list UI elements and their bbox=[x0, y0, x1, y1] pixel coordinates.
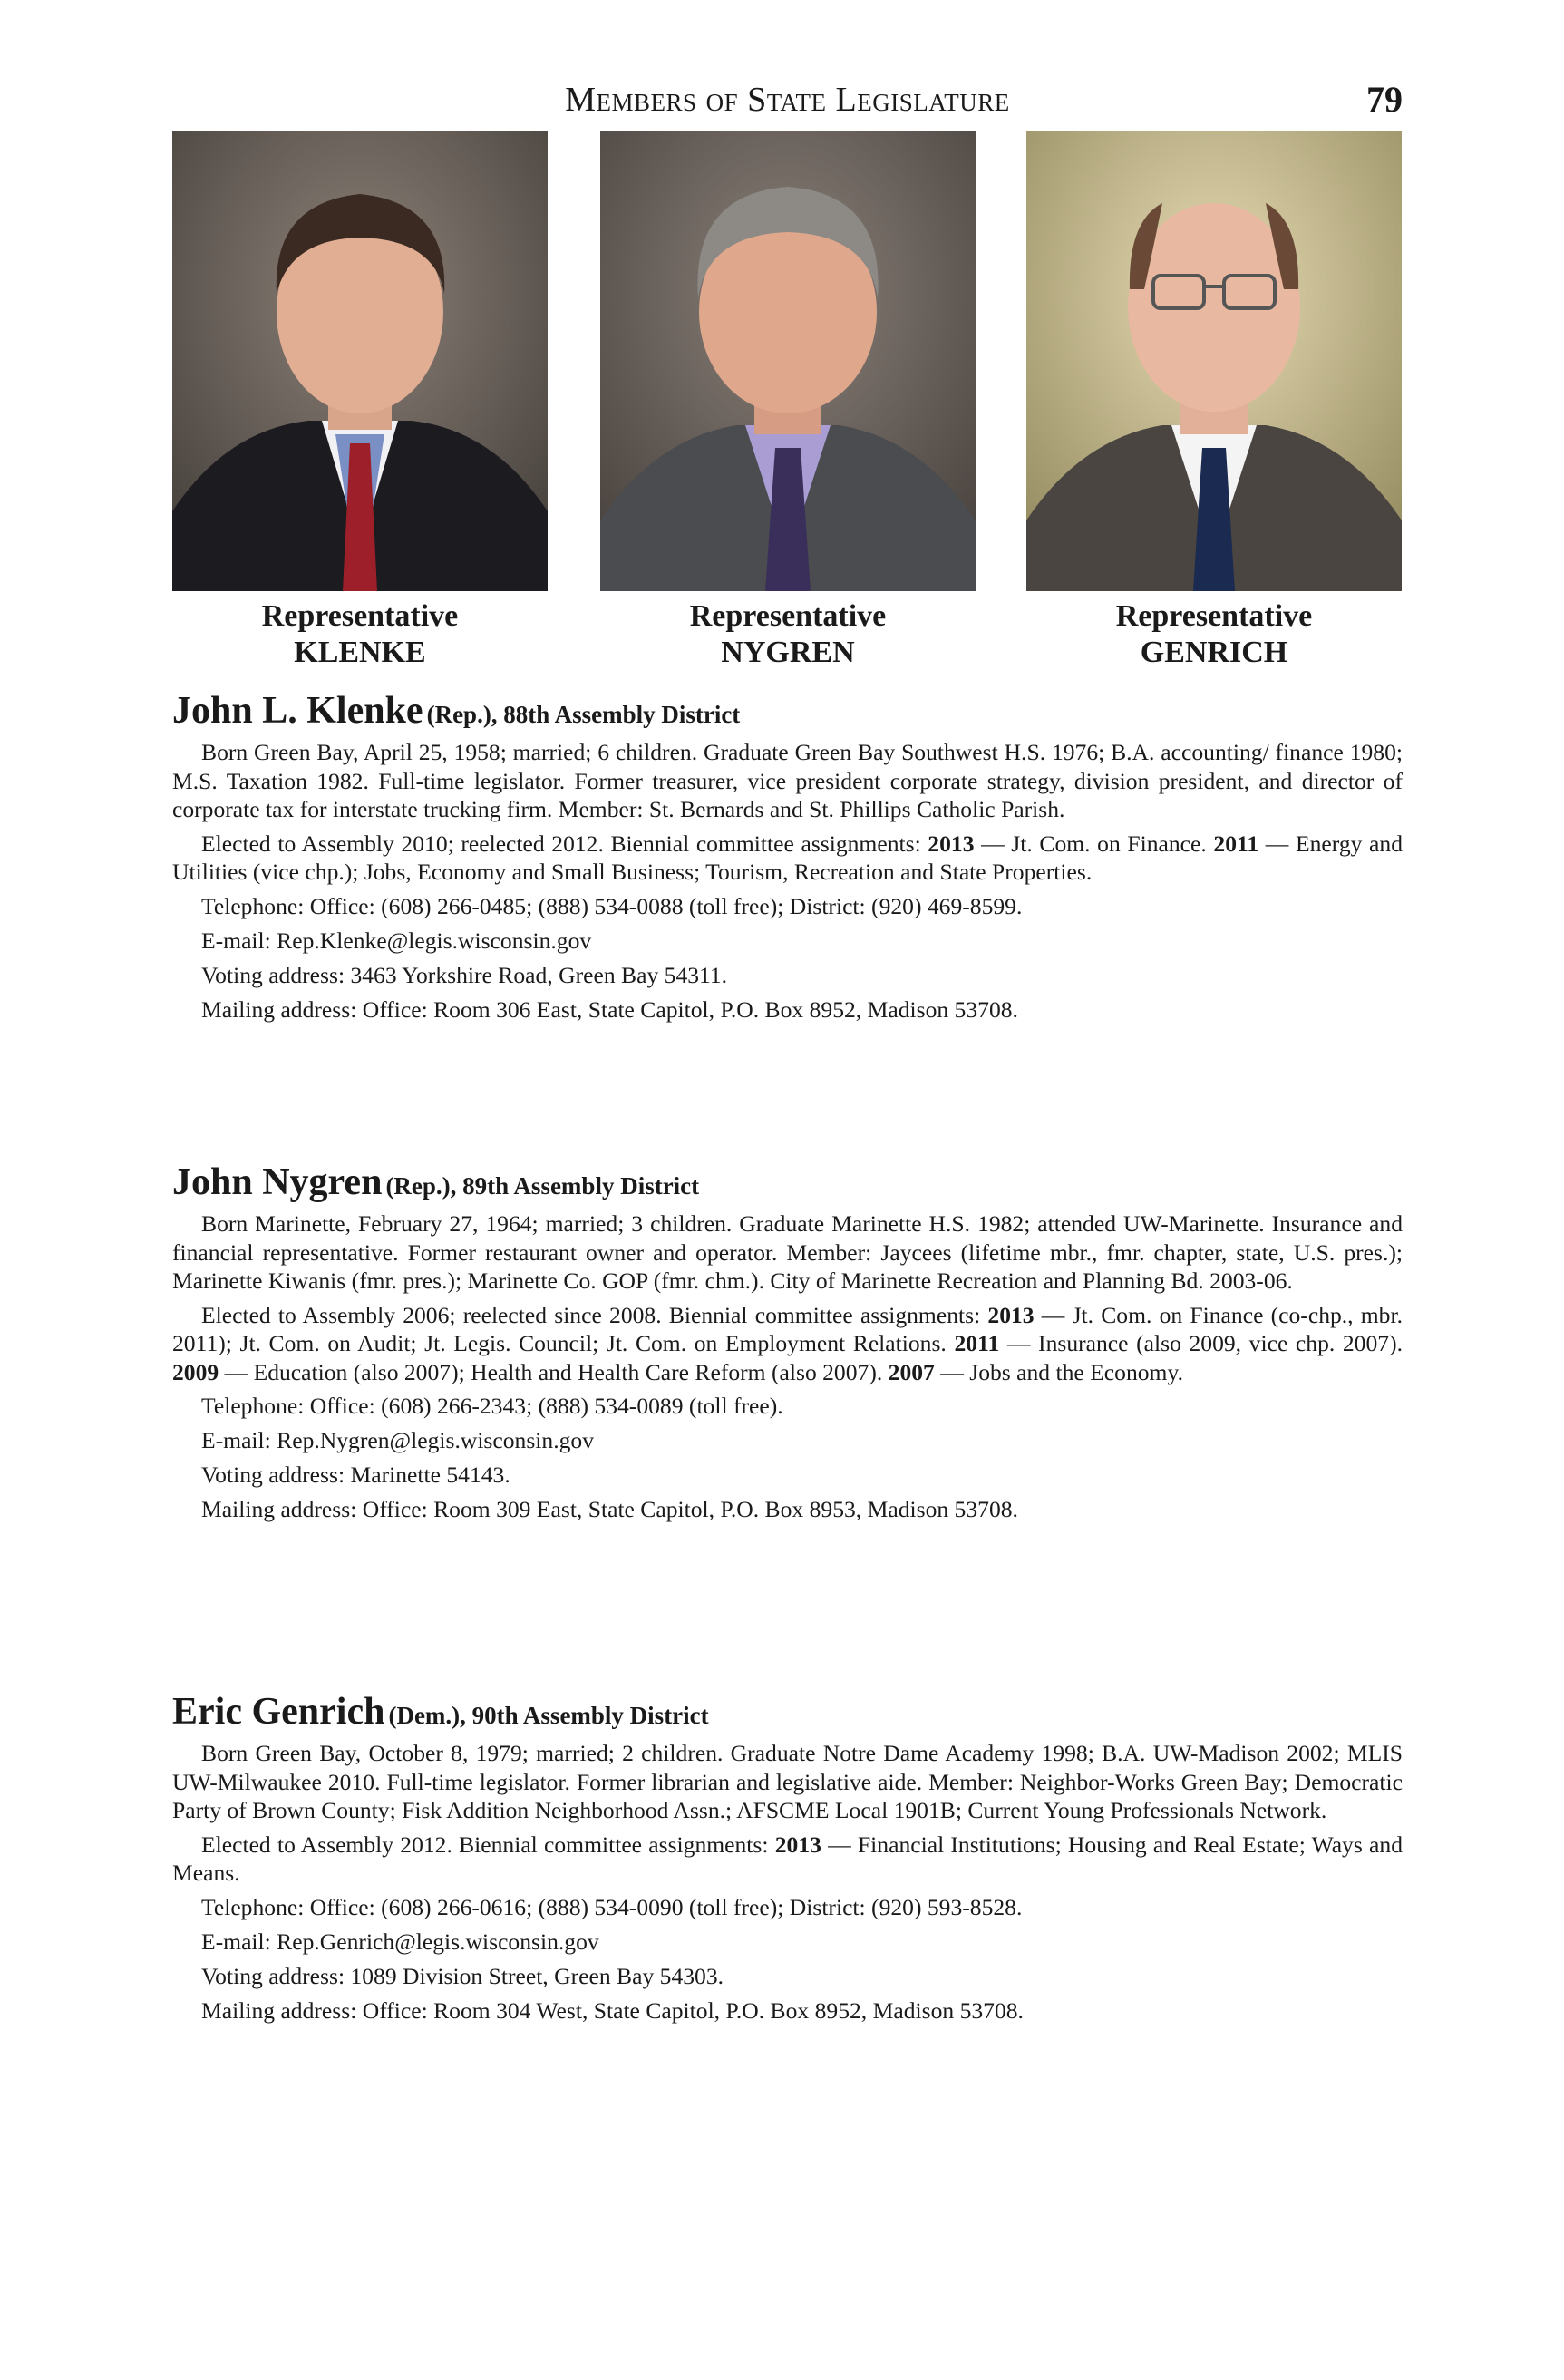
caption-surname: KLENKE bbox=[294, 636, 426, 669]
member-mailing-address: Mailing address: Office: Room 309 East, State Capitol, P.O. Box 8953, Madison 53708. bbox=[201, 1496, 1018, 1522]
member-name: John Nygren bbox=[172, 1161, 383, 1203]
caption-genrich bbox=[1026, 598, 1402, 671]
committee-text: — Education (also 2007); Health and Health Care Reform (also 2007). bbox=[219, 1358, 889, 1385]
member-voting-address: Voting address: 1089 Division Street, Green Bay 54303. bbox=[201, 1962, 724, 1989]
committee-text: — Jobs and the Economy. bbox=[934, 1358, 1183, 1385]
caption-title: Representative bbox=[1115, 599, 1313, 633]
caption-surname: NYGREN bbox=[721, 636, 855, 669]
member-entry-genrich bbox=[172, 1690, 1403, 2031]
member-voting-address: Voting address: 3463 Yorkshire Road, Green Bay 54311. bbox=[201, 961, 728, 988]
committee-text: — Jt. Com. on Finance (co-chp., mbr. 2011); Jt. Com. on Audit; Jt. Legis. Council; Jt. Com. on Employment Relations. bbox=[172, 1301, 1403, 1356]
caption-surname: GENRICH bbox=[1140, 636, 1288, 669]
member-biography: Born Green Bay, October 8, 1979; married; 2 children. Graduate Notre Dame Academy 1998; B.A. UW-Madison 2002; MLIS UW-Milwaukee 2010. Full-time legislator. Former librarian and legislative aide. Member: Neighbor-Works Green Bay; Democratic Party of Brown County; Fisk Addition Neighborhood Assn.; AFSCME Local 1901B; Current Young Professionals Network. bbox=[172, 1740, 1403, 1823]
member-telephone: Telephone: Office: (608) 266-0616; (888) 534-0090 (toll free); District: (920) 593-8528. bbox=[201, 1893, 1023, 1920]
member-voting-address: Voting address: Marinette 54143. bbox=[201, 1462, 510, 1488]
member-biography: Born Marinette, February 27, 1964; married; 3 children. Graduate Marinette H.S. 1982; attended UW-Marinette. Insurance and financial representative. Former restaurant owner and operator. Member: Jaycees (lifetime mbr., fmr. chapter, state, U.S. pres.); Marinette Kiwanis (fmr. pres.); Marinette Co. GOP (fmr. chm.). City of Marinette Recreation and Planning Bd. 2003-06. bbox=[172, 1210, 1403, 1294]
committee-year: 2013 bbox=[928, 830, 975, 857]
committee-text: — Energy and Utilities (vice chp.); Jobs, Economy and Small Business; Tourism, Recreation and State Properties. bbox=[172, 830, 1404, 885]
header-title: Members of State Legislature bbox=[565, 81, 1010, 119]
committee-text: — Insurance (also 2009, vice chp. 2007). bbox=[999, 1330, 1403, 1356]
committee-text: Elected to Assembly 2012. Biennial committee assignments: bbox=[201, 1831, 775, 1858]
member-party-district: (Rep.), 88th Assembly District bbox=[426, 701, 741, 728]
member-party-district: (Dem.), 90th Assembly District bbox=[388, 1702, 709, 1729]
caption-nygren bbox=[600, 598, 976, 671]
member-mailing-address: Mailing address: Office: Room 306 East, State Capitol, P.O. Box 8952, Madison 53708. bbox=[201, 996, 1018, 1023]
member-heading bbox=[172, 1161, 1403, 1204]
member-biography: Born Green Bay, April 25, 1958; married; 6 children. Graduate Green Bay Southwest H.S. 1976; B.A. accounting/ finance 1980; M.S. Taxation 1982. Full-time legislator. Former treasurer, vice president corporate strategy, division president, and director of corporate tax for interstate trucking firm. Member: St. Bernards and St. Phillips Catholic Parish. bbox=[172, 739, 1403, 822]
committee-text: Elected to Assembly 2006; reelected since 2008. Biennial committee assignments: bbox=[201, 1301, 988, 1328]
member-committees bbox=[172, 1301, 1403, 1387]
committee-year: 2011 bbox=[1213, 830, 1259, 857]
committee-text: — Financial Institutions; Housing and Real Estate; Ways and Means. bbox=[172, 1831, 1403, 1886]
member-committees bbox=[172, 1831, 1403, 1888]
caption-title: Representative bbox=[261, 599, 459, 633]
member-entry-klenke bbox=[172, 689, 1403, 1030]
running-header bbox=[172, 74, 1403, 125]
page-number: 79 bbox=[1366, 79, 1403, 120]
member-email: E-mail: Rep.Nygren@legis.wisconsin.gov bbox=[201, 1427, 595, 1453]
member-email: E-mail: Rep.Klenke@legis.wisconsin.gov bbox=[201, 927, 592, 954]
member-name: John L. Klenke bbox=[172, 690, 423, 732]
member-telephone: Telephone: Office: (608) 266-0485; (888) 534-0088 (toll free); District: (920) 469-8599. bbox=[201, 892, 1023, 919]
member-heading bbox=[172, 1690, 1403, 1734]
portrait-klenke bbox=[172, 131, 548, 591]
member-name: Eric Genrich bbox=[172, 1691, 385, 1733]
member-email: E-mail: Rep.Genrich@legis.wisconsin.gov bbox=[201, 1928, 599, 1955]
portrait-nygren bbox=[600, 131, 976, 591]
committee-year: 2011 bbox=[954, 1330, 1000, 1356]
member-mailing-address: Mailing address: Office: Room 304 West, State Capitol, P.O. Box 8952, Madison 53708. bbox=[201, 1996, 1024, 2024]
committee-year: 2013 bbox=[987, 1301, 1035, 1328]
committee-year: 2007 bbox=[888, 1358, 935, 1385]
committee-text: Elected to Assembly 2010; reelected 2012. Biennial committee assignments: bbox=[201, 830, 928, 857]
committee-year: 2009 bbox=[172, 1358, 219, 1385]
committee-text: — Jt. Com. on Finance. bbox=[974, 830, 1214, 857]
member-entry-nygren bbox=[172, 1161, 1403, 1530]
member-committees bbox=[172, 830, 1403, 887]
member-telephone: Telephone: Office: (608) 266-2343; (888) 534-0089 (toll free). bbox=[201, 1393, 783, 1419]
caption-title: Representative bbox=[689, 599, 887, 633]
caption-klenke bbox=[172, 598, 548, 671]
committee-year: 2013 bbox=[774, 1831, 821, 1858]
portrait-genrich bbox=[1026, 131, 1402, 591]
member-heading bbox=[172, 689, 1403, 733]
member-party-district: (Rep.), 89th Assembly District bbox=[385, 1172, 700, 1200]
